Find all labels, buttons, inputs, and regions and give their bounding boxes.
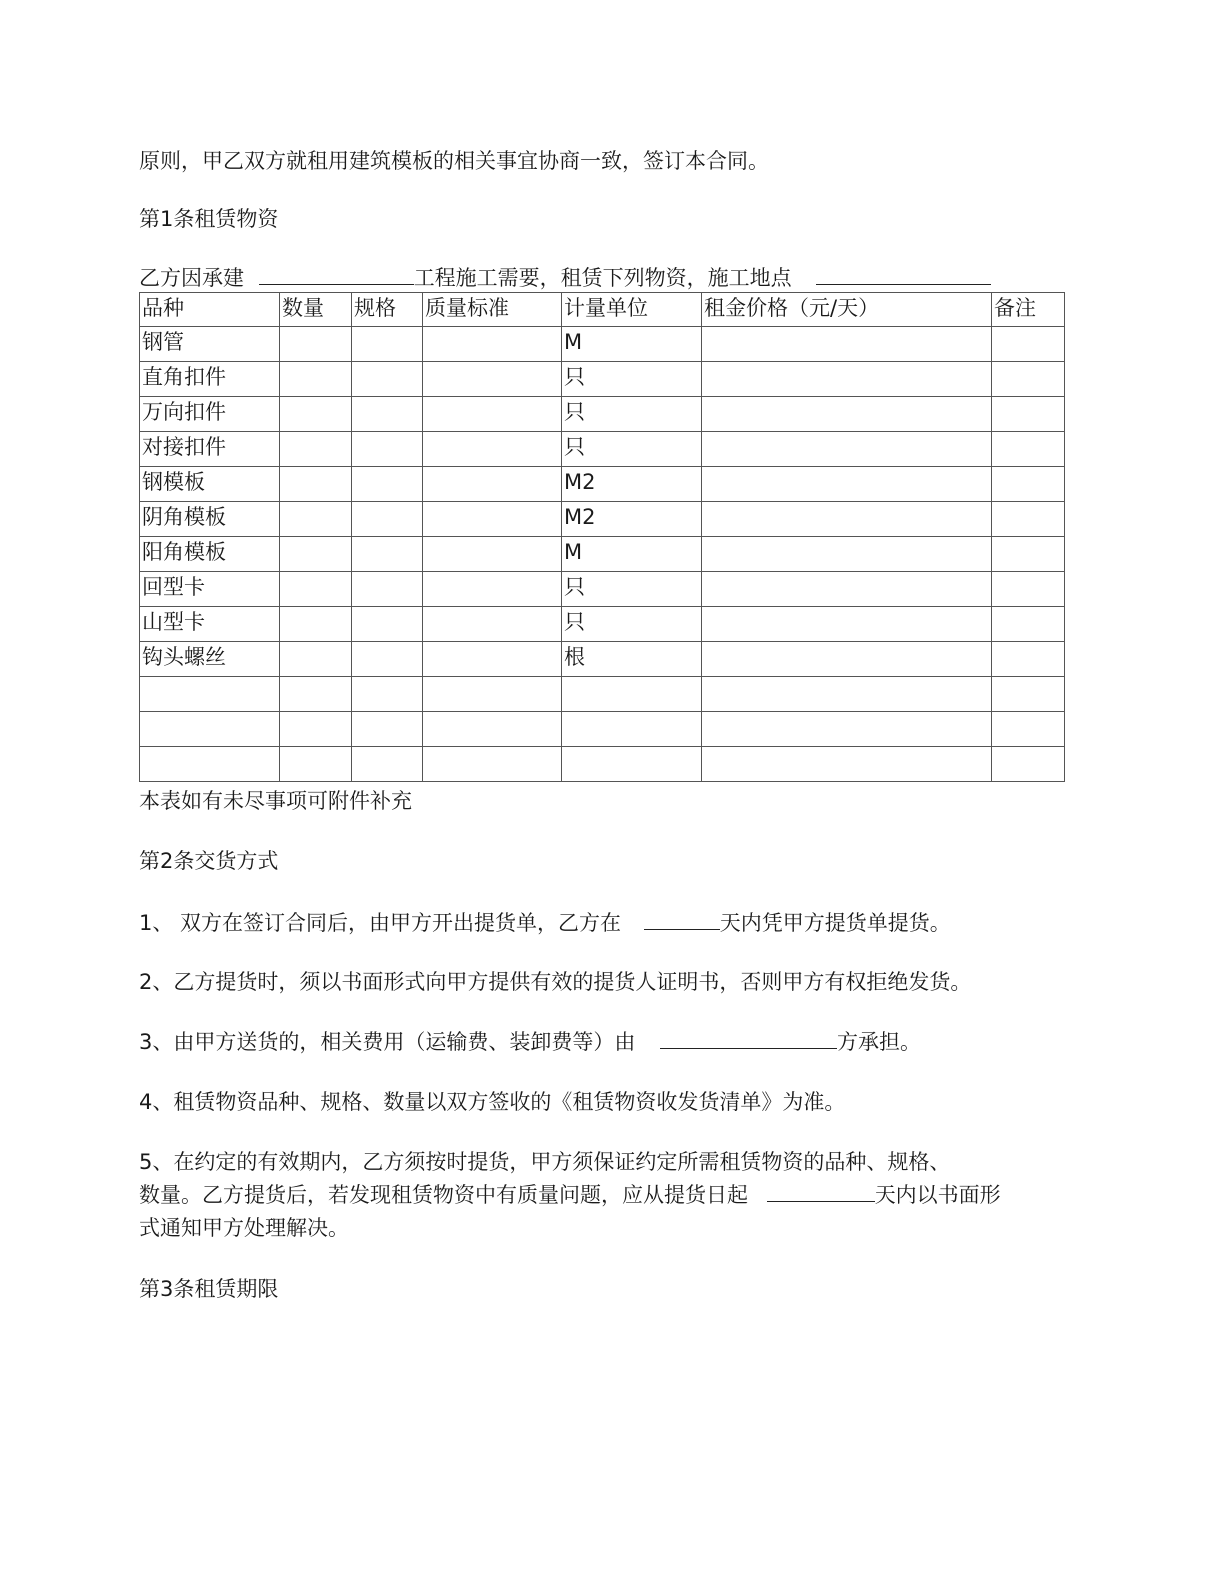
cell-empty — [352, 537, 423, 572]
cell-unit: 只 — [562, 362, 702, 397]
article3-heading: 第3条租赁期限 — [139, 1277, 279, 1301]
cell-empty — [992, 607, 1065, 642]
cell-empty — [423, 712, 562, 747]
intro-closing-line: 原则，甲乙双方就租用建筑模板的相关事宜协商一致，签订本合同。 — [139, 149, 769, 173]
cell-empty — [280, 712, 352, 747]
cell-empty — [352, 502, 423, 537]
article2-item3-text-b: 方承担。 — [837, 1030, 922, 1054]
article2-heading: 第2条交货方式 — [139, 849, 279, 873]
cell-unit: M — [562, 327, 702, 362]
table-row — [140, 712, 1065, 747]
table-row — [140, 467, 1065, 502]
cell-variety: 山型卡 — [140, 607, 280, 642]
cell-unit: M2 — [562, 502, 702, 537]
cell-empty — [280, 572, 352, 607]
cell-empty — [702, 712, 992, 747]
cell-unit — [562, 677, 702, 712]
cell-empty — [702, 502, 992, 537]
table-row — [140, 747, 1065, 782]
article1-lead-text-b: 工程施工需要，租赁下列物资，施工地点 — [413, 266, 792, 290]
cell-empty — [352, 642, 423, 677]
cell-variety: 钢管 — [140, 327, 280, 362]
project-name-blank[interactable] — [259, 264, 414, 285]
article2-item1-text-a: 1、 双方在签订合同后，由甲方开出提货单，乙方在 — [139, 911, 622, 935]
cell-empty — [352, 677, 423, 712]
cell-empty — [992, 467, 1065, 502]
cell-empty — [992, 397, 1065, 432]
cell-unit: M2 — [562, 467, 702, 502]
table-row — [140, 362, 1065, 397]
article1-lead-text-a: 乙方因承建 — [139, 266, 244, 290]
header-spec: 规格 — [352, 293, 423, 327]
cell-empty — [702, 537, 992, 572]
cell-empty — [280, 747, 352, 782]
table-row — [140, 677, 1065, 712]
article2-item3-text-a: 3、由甲方送货的，相关费用（运输费、装卸费等）由 — [139, 1030, 636, 1054]
cell-empty — [280, 607, 352, 642]
cell-empty — [352, 712, 423, 747]
header-quantity: 数量 — [280, 293, 352, 327]
cell-empty — [423, 642, 562, 677]
cell-empty — [352, 362, 423, 397]
header-unit: 计量单位 — [562, 293, 702, 327]
cell-empty — [280, 432, 352, 467]
cell-unit — [562, 747, 702, 782]
table-row — [140, 642, 1065, 677]
cell-variety — [140, 747, 280, 782]
cell-empty — [702, 327, 992, 362]
cell-unit: 只 — [562, 432, 702, 467]
cell-empty — [352, 467, 423, 502]
cell-empty — [352, 747, 423, 782]
table-row — [140, 537, 1065, 572]
cell-empty — [423, 327, 562, 362]
article2-item1 — [139, 909, 951, 937]
article2-item3 — [139, 1028, 921, 1056]
cell-empty — [423, 467, 562, 502]
quality-notice-days-blank[interactable] — [767, 1181, 875, 1202]
article2-item5-line3: 式通知甲方处理解决。 — [139, 1216, 349, 1240]
cell-empty — [280, 327, 352, 362]
article2-item4: 4、租赁物资品种、规格、数量以双方签收的《租赁物资收发货清单》为准。 — [139, 1090, 846, 1114]
rental-goods-table — [139, 292, 1065, 782]
header-remarks: 备注 — [992, 293, 1065, 327]
cell-empty — [423, 747, 562, 782]
cell-empty — [702, 432, 992, 467]
article2-item5-text-b: 天内以书面形 — [874, 1183, 1001, 1207]
cell-variety: 对接扣件 — [140, 432, 280, 467]
cell-variety: 回型卡 — [140, 572, 280, 607]
header-variety: 品种 — [140, 293, 280, 327]
cell-empty — [992, 572, 1065, 607]
cell-variety: 阴角模板 — [140, 502, 280, 537]
cell-unit — [562, 712, 702, 747]
cell-empty — [352, 432, 423, 467]
cell-variety: 钩头螺丝 — [140, 642, 280, 677]
article2-item1-text-b: 天内凭甲方提货单提货。 — [719, 911, 951, 935]
cell-unit: 只 — [562, 397, 702, 432]
cell-empty — [992, 712, 1065, 747]
cell-variety: 阳角模板 — [140, 537, 280, 572]
cell-empty — [352, 327, 423, 362]
cell-empty — [280, 677, 352, 712]
cell-empty — [423, 502, 562, 537]
cell-empty — [702, 607, 992, 642]
cell-empty — [992, 747, 1065, 782]
cell-empty — [992, 327, 1065, 362]
table-header-row — [140, 293, 1065, 327]
cell-variety: 直角扣件 — [140, 362, 280, 397]
cell-empty — [702, 397, 992, 432]
table-row — [140, 432, 1065, 467]
header-quality-standard: 质量标准 — [423, 293, 562, 327]
cell-empty — [280, 642, 352, 677]
cell-empty — [280, 502, 352, 537]
cell-empty — [702, 572, 992, 607]
cell-empty — [702, 677, 992, 712]
table-row — [140, 397, 1065, 432]
cell-empty — [352, 397, 423, 432]
cell-empty — [992, 502, 1065, 537]
article2-item5-line1: 5、在约定的有效期内，乙方须按时提货，甲方须保证约定所需租赁物资的品种、规格、 — [139, 1150, 951, 1174]
table-row — [140, 572, 1065, 607]
cell-empty — [702, 467, 992, 502]
cell-empty — [423, 607, 562, 642]
cell-empty — [423, 677, 562, 712]
cell-empty — [280, 362, 352, 397]
cell-unit: 只 — [562, 572, 702, 607]
freight-party-blank[interactable] — [660, 1028, 837, 1049]
cell-empty — [992, 642, 1065, 677]
cell-unit: M — [562, 537, 702, 572]
cell-empty — [423, 572, 562, 607]
cell-variety: 钢模板 — [140, 467, 280, 502]
table-row — [140, 502, 1065, 537]
cell-variety — [140, 677, 280, 712]
header-rent-price: 租金价格（元/天） — [702, 293, 992, 327]
table-row — [140, 327, 1065, 362]
cell-empty — [702, 642, 992, 677]
table-note: 本表如有未尽事项可附件补充 — [139, 789, 412, 813]
cell-empty — [280, 397, 352, 432]
cell-empty — [423, 362, 562, 397]
cell-empty — [702, 747, 992, 782]
cell-empty — [280, 467, 352, 502]
cell-empty — [423, 537, 562, 572]
cell-variety — [140, 712, 280, 747]
cell-empty — [352, 572, 423, 607]
article2-item2: 2、乙方提货时，须以书面形式向甲方提供有效的提货人证明书，否则甲方有权拒绝发货。 — [139, 970, 972, 994]
cell-empty — [423, 397, 562, 432]
cell-empty — [423, 432, 562, 467]
cell-empty — [992, 537, 1065, 572]
article1-lead — [139, 264, 991, 292]
cell-empty — [280, 537, 352, 572]
table-body — [140, 327, 1065, 782]
site-location-blank[interactable] — [816, 264, 991, 285]
article1-heading: 第1条租赁物资 — [139, 207, 279, 231]
cell-empty — [702, 362, 992, 397]
cell-empty — [992, 362, 1065, 397]
cell-variety: 万向扣件 — [140, 397, 280, 432]
table-row — [140, 607, 1065, 642]
article2-item5-text-a: 数量。乙方提货后，若发现租赁物资中有质量问题，应从提货日起 — [139, 1183, 748, 1207]
cell-empty — [352, 607, 423, 642]
article2-item5-line2 — [139, 1181, 1001, 1209]
cell-unit: 根 — [562, 642, 702, 677]
cell-empty — [992, 677, 1065, 712]
pickup-days-blank[interactable] — [644, 909, 720, 930]
cell-unit: 只 — [562, 607, 702, 642]
cell-empty — [992, 432, 1065, 467]
